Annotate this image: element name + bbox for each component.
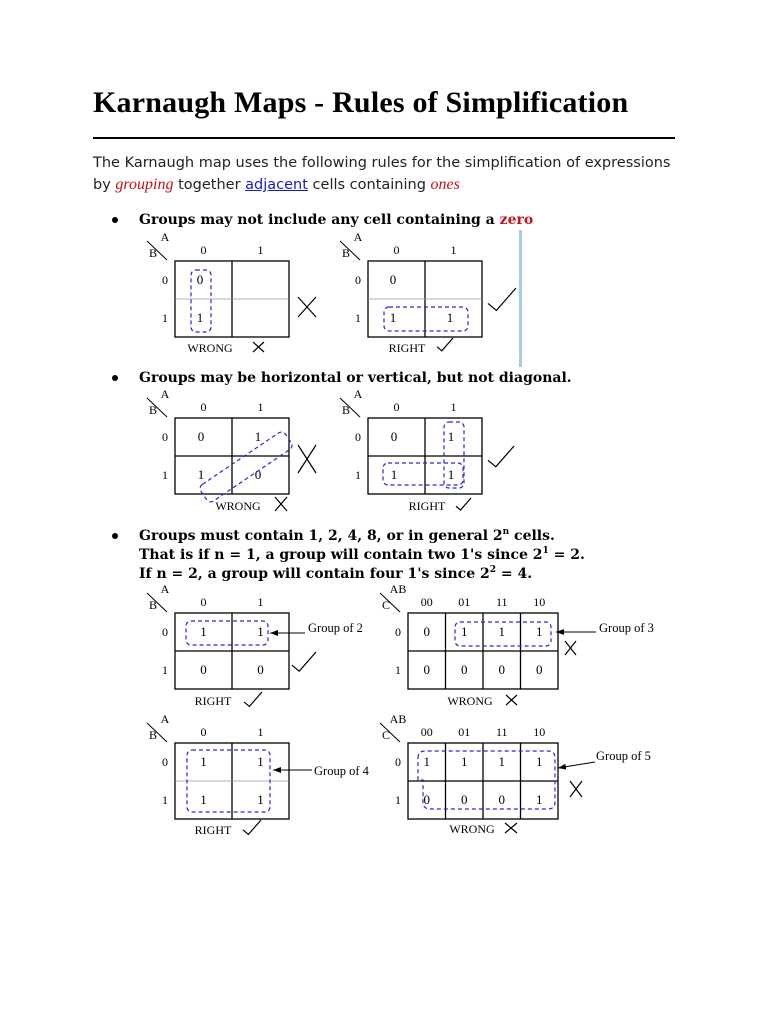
check-mark bbox=[243, 820, 261, 834]
grouping-emphasis: grouping bbox=[115, 176, 174, 193]
kmap-cell: 1 bbox=[197, 467, 205, 482]
kmap-cell: 1 bbox=[461, 754, 468, 769]
kmap-cell: 1 bbox=[447, 467, 455, 482]
kmap-var-top: A bbox=[160, 712, 170, 726]
rule-1-text: Groups may not include any cell containing a bbox=[139, 212, 500, 228]
kmap-col-header: 10 bbox=[533, 725, 546, 739]
check-mark bbox=[488, 446, 514, 467]
kmap-row-header: 1 bbox=[395, 663, 401, 677]
kmap-cell: 1 bbox=[200, 754, 207, 769]
page-title: Karnaugh Maps - Rules of Simplification bbox=[93, 86, 629, 119]
kmap-col-header: 1 bbox=[257, 725, 264, 739]
kmap-cell: 1 bbox=[461, 624, 468, 639]
rule-1-zero: zero bbox=[499, 212, 534, 228]
kmap-cell: 1 bbox=[423, 754, 430, 769]
kmap-cell: 0 bbox=[196, 272, 204, 287]
kmap-cell: 0 bbox=[257, 662, 264, 677]
kmap-cell: 1 bbox=[257, 624, 264, 639]
kmap-cell: 1 bbox=[254, 429, 262, 444]
kmap-cell: 0 bbox=[536, 662, 543, 677]
cross-mark bbox=[506, 695, 517, 705]
kmap-var-side: B bbox=[341, 403, 351, 417]
kmap-var-side: B bbox=[148, 728, 158, 742]
kmap-col-header: 0 bbox=[200, 725, 207, 739]
kmap-cell: 1 bbox=[536, 792, 543, 807]
note-group-of-5: Group of 5 bbox=[596, 749, 651, 763]
kmap-row-header: 1 bbox=[355, 468, 361, 482]
verdict-right: RIGHT bbox=[408, 499, 446, 513]
kmap-cell: 1 bbox=[390, 467, 398, 482]
kmap-cell: 1 bbox=[536, 754, 543, 769]
kmap-col-header: 1 bbox=[257, 400, 264, 414]
kmap-var-top: A bbox=[353, 387, 363, 401]
kmap-var-top: A bbox=[160, 387, 170, 401]
kmap-row-header: 0 bbox=[162, 430, 168, 444]
kmap-col-header: 00 bbox=[420, 725, 433, 739]
kmap-cell: 1 bbox=[498, 624, 505, 639]
group-outline-horizontal bbox=[384, 307, 468, 331]
side-bar bbox=[519, 230, 522, 367]
kmap-var-top: A bbox=[353, 230, 363, 244]
kmap-cell: 1 bbox=[196, 310, 204, 325]
kmap-cell: 0 bbox=[389, 272, 397, 287]
kmap-var-side: B bbox=[148, 403, 158, 417]
note-arrow bbox=[558, 762, 595, 768]
check-mark bbox=[488, 288, 516, 310]
cross-mark bbox=[275, 497, 287, 511]
kmap-cell: 1 bbox=[200, 624, 207, 639]
kmap-col-header: 0 bbox=[393, 243, 400, 257]
check-mark bbox=[456, 498, 471, 510]
adjacent-link[interactable]: adjacent bbox=[245, 177, 308, 193]
kmap-cell: 0 bbox=[423, 662, 430, 677]
kmap-cell: 1 bbox=[498, 754, 505, 769]
kmap-var-side: B bbox=[148, 246, 158, 260]
rule-2-text: Groups may be horizontal or vertical, but not diagonal. bbox=[139, 370, 572, 386]
group-outline-five bbox=[418, 751, 555, 809]
verdict-right: RIGHT bbox=[194, 694, 232, 708]
kmap-cell: 0 bbox=[498, 662, 505, 677]
kmap-cell: 1 bbox=[257, 792, 264, 807]
cross-mark bbox=[570, 781, 582, 797]
kmap-col-header: 01 bbox=[458, 725, 471, 739]
rule-3-line-2: That is if n = 1, a group will contain two 1's since $2^1 = 2$. bbox=[139, 546, 585, 563]
kmap-col-header: 1 bbox=[257, 595, 264, 609]
kmap-col-header: 0 bbox=[200, 595, 207, 609]
kmap-row-header: 1 bbox=[355, 311, 361, 325]
kmap-cell: 1 bbox=[447, 429, 455, 444]
intro-line-1: The Karnaugh map uses the following rules for the simplification of expressions bbox=[93, 155, 671, 171]
check-mark bbox=[244, 692, 262, 706]
kmap-cell: 0 bbox=[498, 792, 505, 807]
note-group-of-2: Group of 2 bbox=[308, 621, 363, 635]
kmap-cell: 1 bbox=[536, 624, 543, 639]
kmap-row-header: 0 bbox=[355, 273, 361, 287]
kmap-col-header: 11 bbox=[495, 725, 508, 739]
cross-mark bbox=[298, 297, 316, 317]
kmap-cell: 0 bbox=[461, 792, 468, 807]
kmap-var-top: AB bbox=[389, 712, 407, 726]
kmap-var-side: B bbox=[341, 246, 351, 260]
kmap-row-header: 1 bbox=[162, 468, 168, 482]
kmap-col-header: 1 bbox=[450, 243, 457, 257]
kmap-row-header: 0 bbox=[162, 625, 168, 639]
kmap-col-header: 01 bbox=[458, 595, 471, 609]
verdict-wrong: WRONG bbox=[447, 694, 493, 708]
kmap-cell: 0 bbox=[461, 662, 468, 677]
verdict-wrong: WRONG bbox=[449, 822, 495, 836]
kmap-col-header: 0 bbox=[393, 400, 400, 414]
kmap-var-top: A bbox=[160, 230, 170, 244]
kmap-cell: 1 bbox=[257, 754, 264, 769]
kmap-cell: 0 bbox=[197, 429, 205, 444]
kmap-col-header: 0 bbox=[200, 243, 207, 257]
verdict-wrong: WRONG bbox=[187, 341, 233, 355]
kmap-var-top: A bbox=[160, 582, 170, 596]
kmap-col-header: 00 bbox=[420, 595, 433, 609]
kmap-cell: 1 bbox=[389, 310, 397, 325]
kmap-col-header: 11 bbox=[495, 595, 508, 609]
cross-mark bbox=[298, 445, 316, 473]
kmap-row-header: 1 bbox=[162, 663, 168, 677]
check-mark bbox=[292, 652, 316, 671]
kmap-cell: 0 bbox=[390, 429, 398, 444]
kmap-col-header: 10 bbox=[533, 595, 546, 609]
kmap-row-header: 1 bbox=[162, 793, 168, 807]
intro-together: together bbox=[173, 177, 246, 193]
kmap-col-header: 1 bbox=[257, 243, 264, 257]
verdict-wrong: WRONG bbox=[215, 499, 261, 513]
ones-emphasis: ones bbox=[430, 176, 460, 193]
kmap-cell: 0 bbox=[423, 792, 430, 807]
check-mark bbox=[437, 338, 453, 351]
group-outline-pair bbox=[186, 621, 268, 645]
kmap-var-side: C bbox=[381, 728, 391, 742]
rule-3-line-3: If n = 2, a group will contain four 1's since $2^2 = 4$. bbox=[139, 565, 533, 582]
intro-cells: cells containing bbox=[307, 177, 431, 193]
kmap-col-header: 0 bbox=[200, 400, 207, 414]
kmap-cell: 0 bbox=[200, 662, 207, 677]
verdict-right: RIGHT bbox=[388, 341, 426, 355]
kmap-cell: 0 bbox=[254, 467, 262, 482]
kmap-var-side: C bbox=[381, 598, 391, 612]
kmap-var-top: AB bbox=[389, 582, 407, 596]
kmap-var-side: B bbox=[148, 598, 158, 612]
kmap-cell: 1 bbox=[446, 310, 454, 325]
kmap-row-header: 0 bbox=[162, 273, 168, 287]
group-outline-diagonal bbox=[198, 430, 294, 504]
kmap-row-header: 0 bbox=[395, 755, 401, 769]
kmap-cell: 0 bbox=[423, 624, 430, 639]
cross-mark bbox=[253, 342, 264, 352]
kmap-col-header: 1 bbox=[450, 400, 457, 414]
verdict-right: RIGHT bbox=[194, 823, 232, 837]
note-group-of-4: Group of 4 bbox=[314, 764, 369, 778]
kmap-cell: 1 bbox=[200, 792, 207, 807]
kmap-row-header: 0 bbox=[395, 625, 401, 639]
kmap-row-header: 0 bbox=[162, 755, 168, 769]
cross-mark bbox=[565, 641, 576, 655]
kmap-row-header: 1 bbox=[395, 793, 401, 807]
kmap-row-header: 0 bbox=[355, 430, 361, 444]
cross-mark bbox=[505, 823, 517, 833]
rule-3-line-1: Groups must contain 1, 2, 4, 8, or in general 2$^n$ cells. bbox=[139, 527, 555, 544]
kmap-row-header: 1 bbox=[162, 311, 168, 325]
note-group-of-3: Group of 3 bbox=[599, 621, 654, 635]
intro-by: by bbox=[93, 177, 116, 193]
